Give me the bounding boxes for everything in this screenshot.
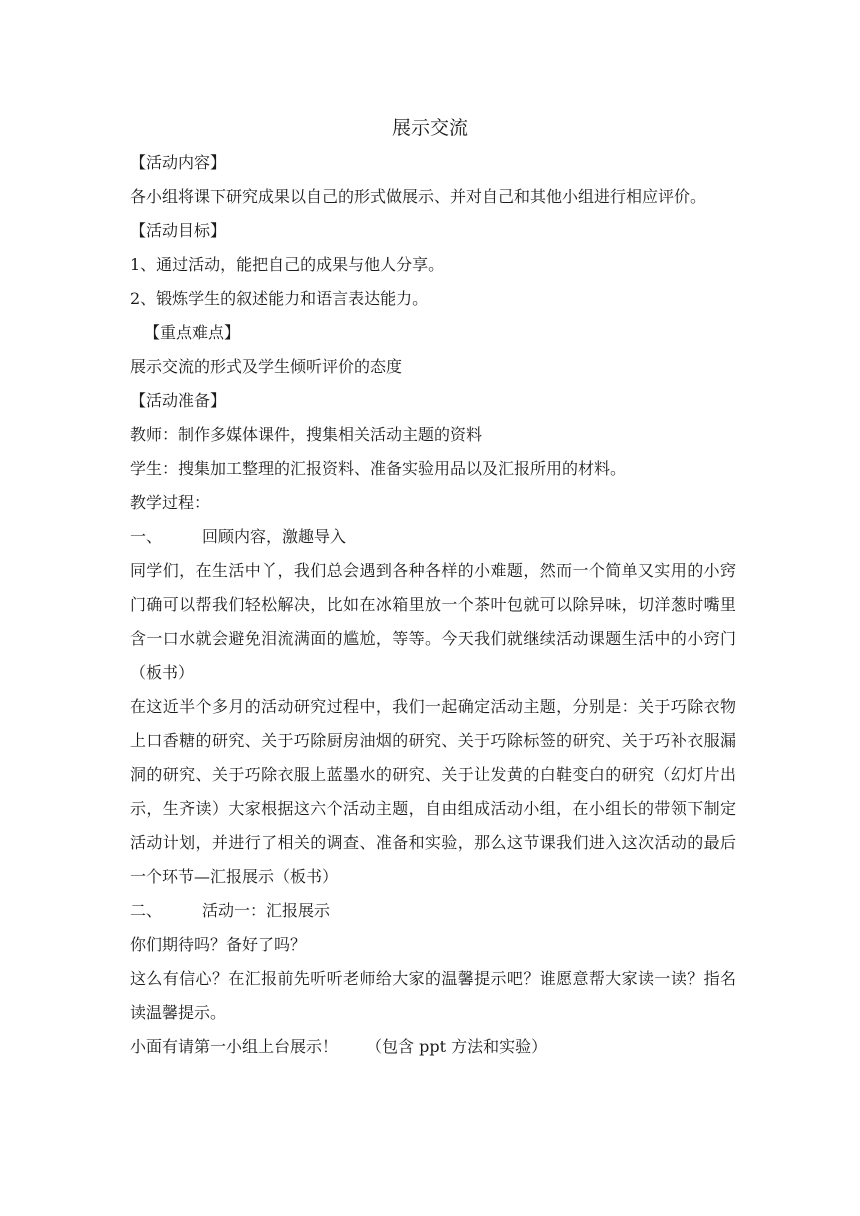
prep-teacher: 教师：制作多媒体课件，搜集相关活动主题的资料	[130, 425, 483, 444]
step-2-number: 二、	[130, 901, 163, 920]
step-2-note: （包含 ppt 方法和实验）	[366, 1037, 548, 1056]
step-2-question: 你们期待吗？备好了吗？	[130, 935, 307, 954]
step-1-number: 一、	[130, 527, 163, 546]
key-paragraph: 展示交流的形式及学生倾听评价的态度	[130, 357, 403, 376]
process-heading: 教学过程：	[130, 493, 211, 512]
step-1-paragraph-1: 同学们，在生活中丫，我们总会遇到各种各样的小难题，然而一个简单又实用的小窍门确可以帮我们轻松解决，比如在冰箱里放一个茶叶包就可以除异味，切洋葱时嘴里含一口水就会避免泪流满面的尴尬，等等。今天我们就继续活动课题生活中的小窍门（板书）	[130, 561, 736, 682]
section-heading-content: 【活动内容】	[130, 153, 227, 172]
page-title: 展示交流	[391, 117, 468, 139]
step-2-paragraph: 这么有信心？在汇报前先听听老师给大家的温馨提示吧？谁愿意帮大家读一读？指名读温馨提示。	[130, 969, 736, 1022]
step-1-paragraph-2: 在这近半个多月的活动研究过程中，我们一起确定活动主题，分别是：关于巧除衣物上口香糖的研究、关于巧除厨房油烟的研究、关于巧除标签的研究、关于巧补衣服漏洞的研究、关于巧除衣服上蓝墨水的研究、关于让发黄的白鞋变白的研究（幻灯片出示，生齐读）大家根据这六个活动主题，自由组成活动小组，在小组长的带领下制定活动计划，并进行了相关的调查、准备和实验，那么这节课我们进入这次活动的最后一个环节—汇报展示（板书）	[130, 697, 736, 886]
section-heading-prep: 【活动准备】	[130, 391, 227, 410]
prep-student: 学生：搜集加工整理的汇报资料、准备实验用品以及汇报所用的材料。	[130, 459, 627, 478]
step-1-heading	[130, 526, 736, 548]
step-1-title: 回顾内容，激趣导入	[202, 527, 347, 546]
document-body	[130, 152, 736, 1070]
step-2-invite: 小面有请第一小组上台展示！	[130, 1037, 339, 1056]
goal-item-1: 1、通过活动，能把自己的成果与他人分享。	[130, 255, 445, 274]
section-heading-goal: 【活动目标】	[130, 221, 227, 240]
content-paragraph: 各小组将课下研究成果以自己的形式做展示、并对自己和其他小组进行相应评价。	[130, 187, 707, 206]
step-2-heading	[130, 900, 736, 922]
step-2-title: 活动一：汇报展示	[202, 901, 331, 920]
section-heading-key: 【重点难点】	[144, 323, 241, 342]
step-2-invite-line	[130, 1036, 736, 1058]
goal-item-2: 2、锻炼学生的叙述能力和语言表达能力。	[130, 289, 429, 308]
